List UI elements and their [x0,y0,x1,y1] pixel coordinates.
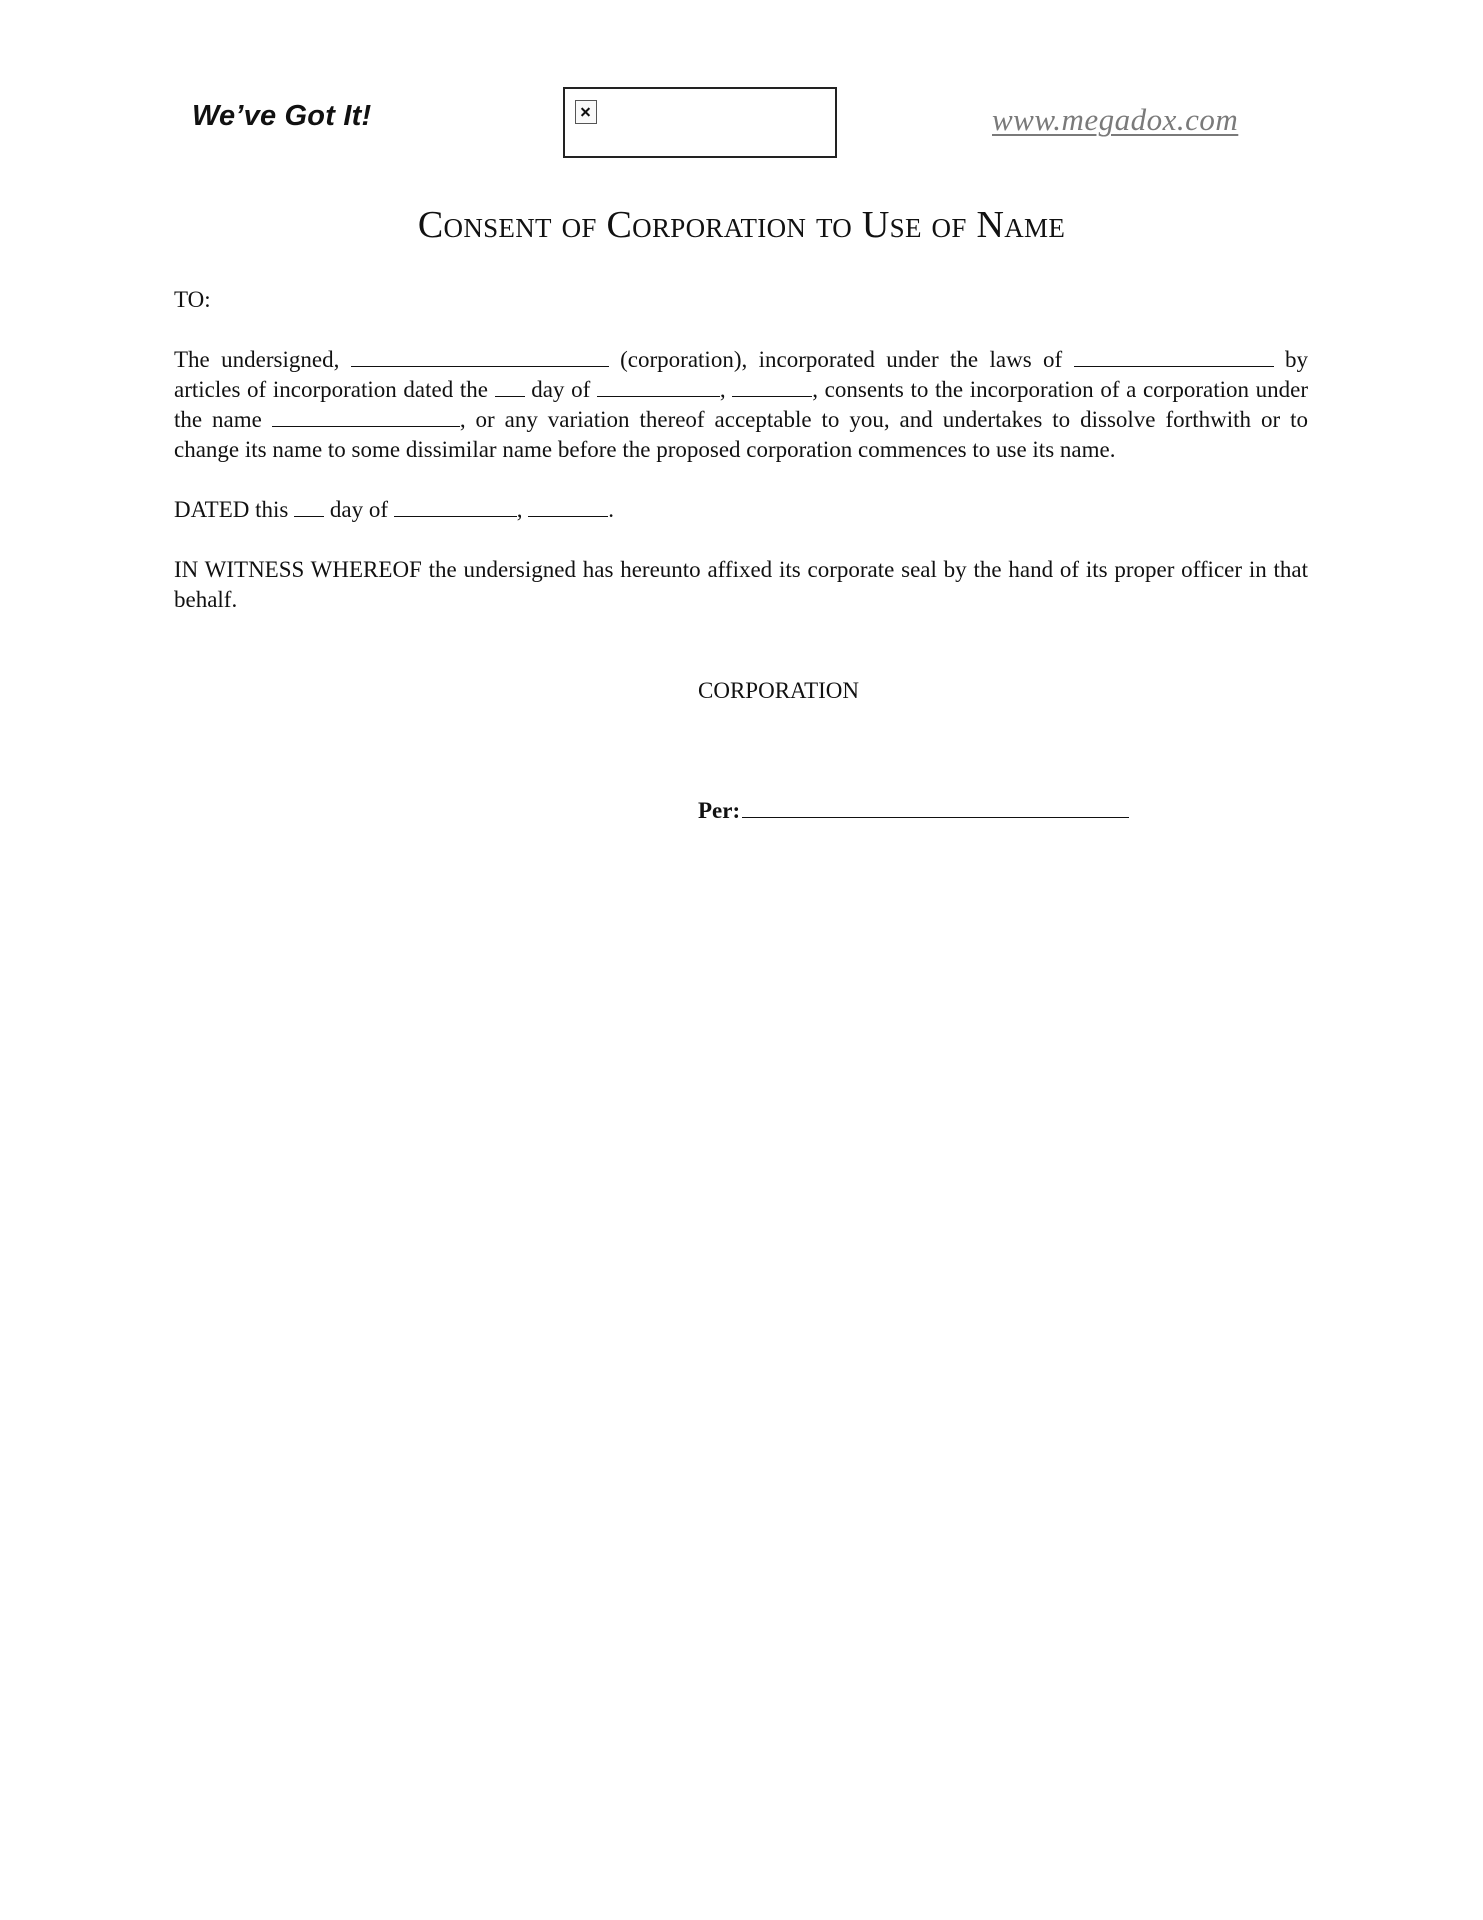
proposed-name-blank[interactable] [272,408,460,427]
corporation-label: CORPORATION [698,678,860,703]
consent-paragraph [174,345,1308,465]
consent-text-1: The undersigned, [174,347,340,372]
broken-image-icon [575,100,597,124]
dated-text-4: . [608,497,614,522]
dated-year-blank[interactable] [528,498,608,517]
witness-paragraph: IN WITNESS WHEREOF the undersigned has hereunto affixed its corporate seal by the hand of its proper officer in that behalf. [174,557,1308,612]
document-header [0,0,1483,170]
signature-blank[interactable] [742,799,1129,818]
consent-text-3: by articles of incorporation dated the [174,347,1309,402]
per-label: Per: [698,798,741,823]
document-body [174,285,1308,645]
signature-block [698,678,860,823]
consent-text-5: , [719,377,726,402]
dated-day-blank[interactable] [294,498,324,517]
consent-text-6: , consents to the incorporation of a corporation under the name [174,377,1308,432]
corporation-name-blank[interactable] [351,348,609,367]
dated-text-2: day of [329,497,388,522]
website-link[interactable]: www.megadox.com [992,102,1239,137]
to-label: TO: [174,287,211,312]
dated-text-3: , [516,497,523,522]
consent-text-7: , or any variation thereof acceptable to you, and undertakes to dissolve forthwith or to change its name to some dissimilar name before the proposed corporation commences to use its name. [174,407,1308,462]
document-title: Consent of Corporation to Use of Name [417,204,1066,246]
incorporation-year-blank[interactable] [732,378,812,397]
logo-placeholder [563,87,837,158]
jurisdiction-blank[interactable] [1074,348,1274,367]
consent-text-4: day of [531,377,591,402]
dated-text-1: DATED this [174,497,289,522]
dated-month-blank[interactable] [394,498,517,517]
dated-line [174,495,1308,525]
per-signature-line [698,798,1129,824]
tagline: We’ve Got It! [192,100,372,132]
incorporation-day-blank[interactable] [495,378,525,397]
consent-text-2: (corporation), incorporated under the laws of [620,347,1063,372]
incorporation-month-blank[interactable] [597,378,720,397]
